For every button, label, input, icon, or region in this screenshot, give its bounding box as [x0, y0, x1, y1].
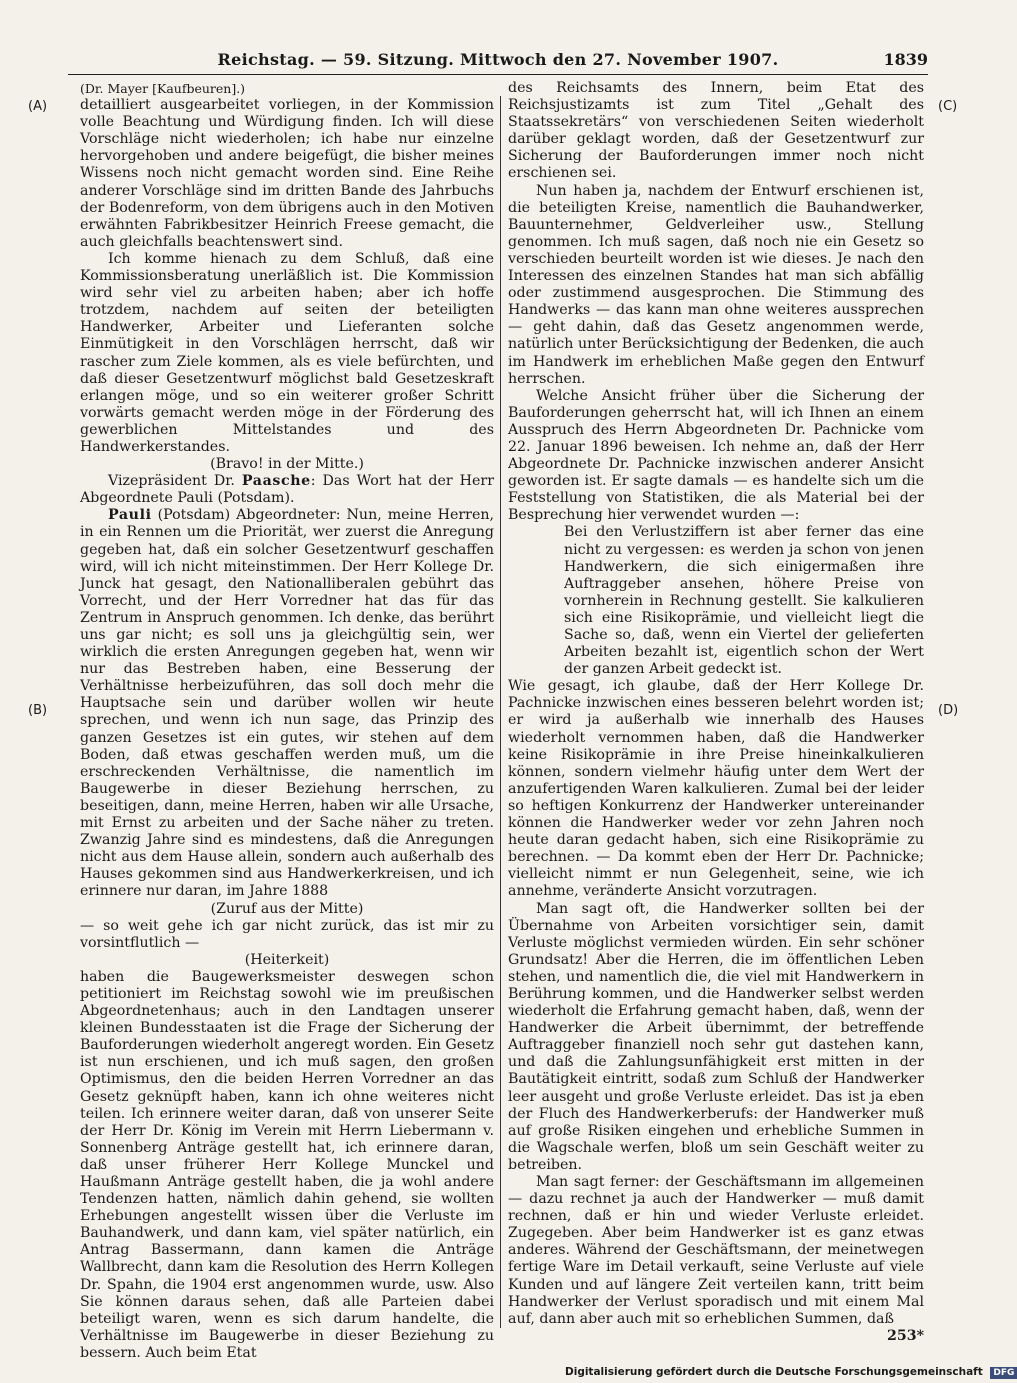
margin-marker-b: (B)	[28, 703, 48, 718]
paragraph: haben die Baugewerksmeister deswegen schon petitioniert im Reichstag sowohl wie im preußischen Abgeordnetenhaus; auch in den Landtagen unserer kleinen Bundesstaaten ist die Frage der Sicherung der Bauforderungen wiederholt angeregt worden. Ein Gesetz ist nun erschienen, und ich muß sagen, den großen Optimismus, den die beiden Herren Vorredner an das Gesetz geknüpft haben, kann ich ohne weiteres nicht teilen. Ich erinnere weiter daran, daß von unserer Seite der Herr Dr. König im Verein mit Herrn Liebermann v. Sonnenberg Anträge gestellt hat, ich erinnere daran, daß unser früherer Herr Kollege Munckel und Haußmann Anträge gestellt haben, die ja wohl andere Tendenzen hatten, nämlich dahin gehend, sie wollten Erhebungen angestellt wissen über die Verluste im Bauhandwerk, und dann kam, viel später natürlich, ein Antrag Bassermann, dann kamen die Anträge Wallbrecht, dann kam die Resolution des Herrn Kollegen Dr. Spahn, die 1904 erst angenommen wurde, usw. Also Sie können daraus sehen, daß alle Parteien dabei beteiligt waren, wenn es sich darum handelte, die Verhältnisse im Baugewerbe in dieser Beziehung zu bessern. Auch beim Etat	[80, 968, 494, 1361]
page-header	[68, 48, 928, 75]
dfg-logo: DFG	[990, 1367, 1017, 1379]
paragraph: Man sagt ferner: der Geschäftsmann im allgemeinen — dazu rechnet ja auch der Handwerker — muß damit rechnen, daß er hin und wieder Verluste erleidet. Zugegeben. Aber beim Handwerker ist es ganz etwas anderes. Während der Geschäftsmann, der meinetwegen fertige Ware im Detail verkauft, seine Verluste auf viele Kunden und auf längere Zeit verteilen kann, tritt beim Handwerker der Verlust sporadisch und mit einem Mal auf, dann aber auch mit so erheblichen Summen, daß	[508, 1174, 924, 1327]
speaker-name: Pauli	[108, 507, 152, 524]
margin-marker-c: (C)	[938, 99, 958, 114]
margin-marker-d: (D)	[938, 703, 959, 718]
right-column	[508, 80, 924, 1344]
block-quote: Bei den Verlustziffern ist aber ferner das eine nicht zu vergessen: es werden ja schon von jenen Handwerkern, die sich einigermaßen ihre Auftraggeber ansehen, höhere Preise von vornherein in Rechnung gestellt. Sie kalkulieren sich eine Risikoprämie, und vielleicht liegt die Sache so, daß, wenn ein Viertel der gelieferten Arbeiten bezahlt ist, eigentlich schon der Wert der ganzen Arbeit gedeckt ist.	[564, 524, 924, 678]
interjection: (Zuruf aus der Mitte)	[210, 900, 364, 917]
paragraph: — so weit gehe ich gar nicht zurück, das ist mir zu vorsintflutlich —	[80, 917, 494, 951]
paragraph: Welche Ansicht früher über die Sicherung der Bauforderungen geherrscht hat, will ich Ihnen an einem Ausspruch des Herrn Abgeordneten Dr. Pachnicke vom 22. Januar 1896 beweisen. Ich nehme an, daß der Herr Abgeordnete Dr. Pachnicke inzwischen anderer Ansicht geworden ist. Er sagte damals — es handelte sich um die Feststellung von Statistiken, die als Material bei der Besprechung hier verwendet wurden —:	[508, 387, 924, 524]
footer-text: Digitalisierung gefördert durch die Deutsche Forschungsgemeinschaft	[565, 1366, 983, 1378]
speaker-text: (Potsdam) Abgeordneter: Nun, meine Herren, in ein Rennen um die Priorität, wer zuerst die Anregung gegeben hat, daß ein solcher Gesetzentwurf geschaffen wird, will ich nicht miteinstimmen. Der Herr Kollege Dr. Junck hat gesagt, den Nationalliberalen gebührt das Vorrecht, und der Herr Vorredner hat das für das Zentrum in Anspruch genommen. Ich denke, das berührt uns gar nicht; es soll uns ja gleichgültig sein, wer wirklich die ersten Anregungen gegeben hat, wenn wir nur das Bestreben haben, eine Besserung der Verhältnisse herbeizuführen, das soll doch mehr die Hauptsache sein und darüber wollen wir heute sprechen, und wenn ich nun sage, das Prinzip des ganzen Gesetzes ist ein gutes, wir stehen auf dem Boden, daß etwas geschaffen werden muß, um die erschreckenden Verhältnisse, die namentlich im Baugewerbe in dieser Beziehung herrschen, zu beseitigen, dann, meine Herren, haben wir alle Ursache, mit Ernst zu arbeiten und der Sache näher zu treten. Zwanzig Jahre sind es mindestens, daß die Anregungen nicht aus dem Hause allein, sondern auch außerhalb des Hauses gekommen sind aus Handwerkerkreisen, und ich erinnere nur daran, im Jahre 1888	[80, 507, 494, 900]
paragraph: Nun haben ja, nachdem der Entwurf erschienen ist, die beteiligten Kreise, namentlich die Bauhandwerker, Bauunternehmer, Geldverleiher usw., Stellung genommen. Ich muß sagen, daß noch nie ein Gesetz so verschieden beurteilt worden ist wie dieses. Je nach den Interessen des einzelnen Standes hat man sich abfällig oder zustimmend ausgesprochen. Die Stimmung des Handwerks — das kann man ohne weiteres aussprechen — geht dahin, daß das Gesetz angenommen werde, natürlich unter Berücksichtigung der Bedenken, die auch im Handwerk im erheblichen Maße gegen den Entwurf herrschen.	[508, 182, 924, 387]
interjection: (Bravo! in der Mitte.)	[210, 456, 364, 473]
paragraph: Wie gesagt, ich glaube, daß der Herr Kollege Dr. Pachnicke inzwischen eines besseren belehrt worden ist; er wird ja außerhalb wie innerhalb des Hauses wiederholt vernommen haben, daß die Handwerker keine Risikoprämie in ihre Preise hineinkalkulieren können, sondern vielmehr häufig unter dem Wert der anzufertigenden Waren kalkulieren. Zumal bei der leider so heftigen Konkurrenz der Handwerker untereinander können die Handwerker weder vor zehn Jahren noch heute daran gedacht haben, sich eine Risikoprämie zu berechnen. — Da kommt eben der Herr Dr. Pachnicke; vielleicht nimmt er nun Gelegenheit, seine, wie ich annehme, veränderte Ansicht vorzutragen.	[508, 678, 924, 900]
paragraph: detailliert ausgearbeitet vorliegen, in der Kommission volle Beachtung und Würdigung finden. Ich will diese Vorschläge nicht wiederholen; ich habe nur einzelne hervorgehoben und andere beigefügt, die bisher meines Wissens noch nicht gemacht worden sind. Eine Reihe anderer Vorschläge sind im dritten Bande des Jahrbuchs der Bodenreform, von dem übrigens auch in den Motiven erwähnten Fabrikbesitzer Heinrich Freese gemacht, die auch gleichfalls beachtenswert sind.	[80, 97, 494, 250]
page-number: 1839	[883, 50, 928, 69]
signature-mark: 253*	[886, 1327, 924, 1344]
margin-marker-a: (A)	[28, 99, 48, 114]
interjection: (Heiterkeit)	[244, 951, 330, 968]
speaker-paragraph	[80, 473, 494, 507]
paragraph: Man sagt oft, die Handwerker sollten bei der Übernahme von Arbeiten vorsichtiger sein, damit Verluste möglichst vermieden würden. Ein sehr schöner Grundsatz! Aber die Herren, die im öffentlichen Leben stehen, und namentlich die, die viel mit Handwerkern in Berührung kommen, und die Handwerker selbst werden wiederholt die Erfahrung gemacht haben, daß, wenn der Handwerker die Arbeit übernimmt, der betreffende Auftraggeber finanziell noch sehr gut dastehen kann, und daß die Zahlungsunfähigkeit erst mitten in der Bautätigkeit eintritt, sodaß zum Schluß der Handwerker leer ausgeht und große Verluste erleidet. Das ist ja eben der Fluch des Handwerkerberufs: der Handwerker muß auf große Risiken eingehen und erhebliche Summen in die Wagschale werfen, bloß um sein Geschäft weiter zu betreiben.	[508, 900, 924, 1173]
paragraph: des Reichsamts des Innern, beim Etat des Reichsjustizamts ist zum Titel „Gehalt des Staatssekretärs“ von verschiedenen Seiten wiederholt darüber geklagt worden, daß der Gesetzentwurf zur Sicherung der Bauforderungen immer noch nicht erschienen sei.	[508, 80, 924, 182]
footer	[565, 1366, 1015, 1380]
speaker-paragraph	[80, 507, 494, 900]
speaker-prefix: Vizepräsident Dr.	[108, 473, 242, 490]
column-divider	[500, 96, 501, 1328]
speaker-name: Paasche	[241, 473, 311, 490]
speaker-text: : Das Wort hat der Herr Abgeordnete Pauli (Potsdam).	[80, 473, 494, 507]
speaker-continuation-label: (Dr. Mayer [Kaufbeuren].)	[80, 81, 246, 96]
paragraph: Ich komme hienach zu dem Schluß, daß eine Kommissionsberatung unerläßlich ist. Die Kommission wird sehr viel zu arbeiten haben; aber ich hoffe trotzdem, nachdem auf seiten der beteiligten Handwerker, Arbeiter und Lieferanten solche Einmütigkeit in den Vorschlägen herrscht, daß wir rascher zum Ziele kommen, als es viele befürchten, und daß dieser Gesetzentwurf möglichst bald Gesetzeskraft erlangen möge, und so ein weiterer großer Schritt vorwärts gemacht werden möge in der Förderung des gewerblichen Mittelstandes und des Handwerkerstandes.	[80, 250, 494, 455]
left-column	[80, 80, 494, 1361]
running-title: Reichstag. — 59. Sitzung. Mittwoch den 27. November 1907.	[217, 50, 779, 69]
